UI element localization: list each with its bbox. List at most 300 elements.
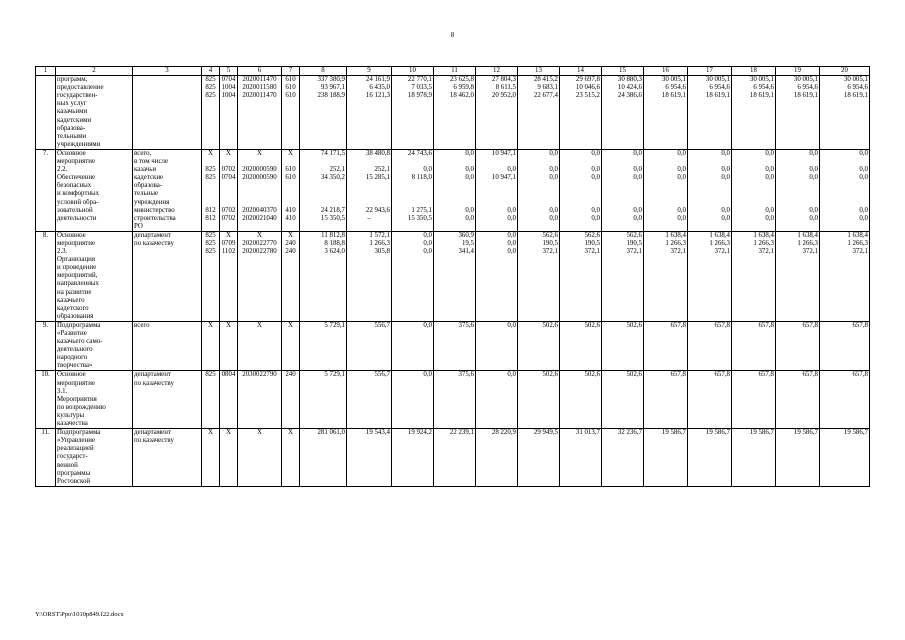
grbs-code-cell xyxy=(202,125,220,133)
year-amount-cell: 32 236,7 xyxy=(602,429,644,438)
year-amount-cell xyxy=(560,117,602,125)
year-amount-cell xyxy=(518,256,560,264)
year-amount-cell: 30 005,1 xyxy=(688,76,732,85)
year-amount-cell xyxy=(518,289,560,297)
grbs-code-cell xyxy=(202,297,220,305)
year-amount-cell xyxy=(820,289,870,297)
grbs-code-cell xyxy=(202,404,220,412)
table-row xyxy=(36,305,870,313)
year-amount-cell xyxy=(434,396,476,404)
year-amount-cell: 657,8 xyxy=(820,371,870,380)
year-amount-cell xyxy=(688,182,732,190)
year-amount-cell xyxy=(560,404,602,412)
year-amount-cell xyxy=(688,330,732,338)
program-name-cell: кадетского xyxy=(56,305,133,313)
total-amount-cell xyxy=(300,117,347,125)
year-amount-cell xyxy=(602,478,644,487)
year-amount-cell xyxy=(602,280,644,288)
executor-cell xyxy=(133,100,202,108)
table-row xyxy=(36,108,870,116)
section-code-cell xyxy=(220,470,238,478)
year-amount-cell: 375,6 xyxy=(434,371,476,380)
year-amount-cell: 372,1 xyxy=(820,248,870,256)
year-amount-cell: 562,6 xyxy=(560,231,602,240)
target-article-cell xyxy=(238,133,282,141)
year-amount-cell xyxy=(476,470,518,478)
year-amount-cell xyxy=(732,453,776,461)
year-amount-cell: 502,6 xyxy=(560,371,602,380)
item-number-cell xyxy=(36,462,56,470)
year-amount-cell: 0,0 xyxy=(518,166,560,174)
year-amount-cell: 0,0 xyxy=(688,215,732,223)
year-amount-cell xyxy=(688,125,732,133)
year-amount-cell xyxy=(602,420,644,429)
grbs-code-cell: 825 xyxy=(202,248,220,256)
section-code-cell: 1102 xyxy=(220,248,238,256)
year-amount-cell: 0,0 xyxy=(776,215,820,223)
grbs-code-cell: 812 xyxy=(202,207,220,215)
table-row xyxy=(36,289,870,297)
section-code-cell: 0709 xyxy=(220,240,238,248)
item-number-cell xyxy=(36,182,56,190)
total-amount-cell xyxy=(300,125,347,133)
grbs-code-cell xyxy=(202,330,220,338)
year-amount-cell xyxy=(347,462,392,470)
executor-cell xyxy=(133,445,202,453)
program-name-cell: государствен- xyxy=(56,92,133,100)
year-amount-cell xyxy=(688,313,732,322)
column-number: 16 xyxy=(644,67,688,76)
year-amount-cell: 657,8 xyxy=(732,371,776,380)
program-name-cell: зовательной xyxy=(56,207,133,215)
year-amount-cell xyxy=(644,182,688,190)
year-amount-cell xyxy=(820,199,870,207)
grbs-code-cell: 825 xyxy=(202,166,220,174)
year-amount-cell: 20 952,0 xyxy=(476,92,518,100)
year-amount-cell xyxy=(434,100,476,108)
expense-type-cell xyxy=(282,396,300,404)
target-article-cell: 2020000590 xyxy=(238,166,282,174)
year-amount-cell: 0,0 xyxy=(476,231,518,240)
executor-cell: строительства xyxy=(133,215,202,223)
year-amount-cell xyxy=(347,437,392,445)
executor-cell xyxy=(133,404,202,412)
total-amount-cell xyxy=(300,297,347,305)
item-number-cell xyxy=(36,223,56,232)
year-amount-cell xyxy=(392,190,434,198)
section-code-cell: 0804 xyxy=(220,371,238,380)
year-amount-cell xyxy=(820,346,870,354)
year-amount-cell xyxy=(732,362,776,371)
target-article-cell xyxy=(238,199,282,207)
section-code-cell xyxy=(220,462,238,470)
year-amount-cell xyxy=(476,404,518,412)
year-amount-cell: 0,0 xyxy=(560,149,602,158)
year-amount-cell xyxy=(602,354,644,362)
year-amount-cell xyxy=(560,141,602,150)
program-name-cell: деятельности xyxy=(56,215,133,223)
section-code-cell: 0704 xyxy=(220,174,238,182)
executor-cell: по казачеству xyxy=(133,437,202,445)
year-amount-cell xyxy=(688,478,732,487)
column-number: 19 xyxy=(776,67,820,76)
year-amount-cell xyxy=(560,453,602,461)
total-amount-cell: 24 218,7 xyxy=(300,207,347,215)
year-amount-cell xyxy=(820,182,870,190)
year-amount-cell xyxy=(434,330,476,338)
section-code-cell xyxy=(220,141,238,150)
year-amount-cell xyxy=(476,453,518,461)
year-amount-cell xyxy=(644,297,688,305)
year-amount-cell xyxy=(560,420,602,429)
section-code-cell xyxy=(220,297,238,305)
year-amount-cell: 0,0 xyxy=(476,371,518,380)
column-number: 6 xyxy=(238,67,282,76)
year-amount-cell xyxy=(347,412,392,420)
year-amount-cell xyxy=(560,354,602,362)
year-amount-cell xyxy=(392,100,434,108)
year-amount-cell xyxy=(776,125,820,133)
column-number: 5 xyxy=(220,67,238,76)
table-row xyxy=(36,371,870,380)
year-amount-cell xyxy=(644,445,688,453)
year-amount-cell: 0,0 xyxy=(392,371,434,380)
expense-type-cell xyxy=(282,108,300,116)
item-number-cell xyxy=(36,174,56,182)
expense-type-cell xyxy=(282,264,300,272)
year-amount-cell xyxy=(476,362,518,371)
item-number-cell: 8. xyxy=(36,231,56,240)
year-amount-cell xyxy=(776,280,820,288)
grbs-code-cell xyxy=(202,338,220,346)
target-article-cell xyxy=(238,453,282,461)
year-amount-cell xyxy=(732,388,776,396)
year-amount-cell xyxy=(776,117,820,125)
year-amount-cell xyxy=(347,280,392,288)
target-article-cell xyxy=(238,305,282,313)
total-amount-cell: 11 812,8 xyxy=(300,231,347,240)
year-amount-cell xyxy=(602,396,644,404)
year-amount-cell xyxy=(732,108,776,116)
year-amount-cell xyxy=(644,280,688,288)
year-amount-cell xyxy=(820,445,870,453)
year-amount-cell xyxy=(476,396,518,404)
year-amount-cell: 6 954,6 xyxy=(732,84,776,92)
year-amount-cell xyxy=(820,404,870,412)
year-amount-cell: 18 619,1 xyxy=(776,92,820,100)
year-amount-cell: 0,0 xyxy=(820,207,870,215)
total-amount-cell xyxy=(300,420,347,429)
year-amount-cell xyxy=(820,388,870,396)
year-amount-cell: 1 275,1 xyxy=(392,207,434,215)
executor-cell xyxy=(133,108,202,116)
year-amount-cell xyxy=(602,462,644,470)
year-amount-cell xyxy=(392,313,434,322)
year-amount-cell: 375,6 xyxy=(434,321,476,330)
year-amount-cell xyxy=(392,108,434,116)
executor-cell xyxy=(133,133,202,141)
year-amount-cell xyxy=(644,199,688,207)
year-amount-cell xyxy=(560,256,602,264)
section-code-cell: 0702 xyxy=(220,166,238,174)
section-code-cell xyxy=(220,272,238,280)
target-article-cell xyxy=(238,412,282,420)
year-amount-cell xyxy=(518,362,560,371)
year-amount-cell xyxy=(776,264,820,272)
table-row xyxy=(36,420,870,429)
total-amount-cell xyxy=(300,133,347,141)
year-amount-cell xyxy=(518,264,560,272)
year-amount-cell xyxy=(820,125,870,133)
executor-cell xyxy=(133,362,202,371)
year-amount-cell xyxy=(644,158,688,166)
year-amount-cell xyxy=(688,404,732,412)
year-amount-cell: 24 743,6 xyxy=(392,149,434,158)
year-amount-cell xyxy=(776,158,820,166)
year-amount-cell: 0,0 xyxy=(644,149,688,158)
expense-type-cell: 240 xyxy=(282,371,300,380)
column-number: 11 xyxy=(434,67,476,76)
year-amount-cell xyxy=(476,272,518,280)
year-amount-cell xyxy=(820,362,870,371)
year-amount-cell xyxy=(476,338,518,346)
year-amount-cell xyxy=(732,264,776,272)
year-amount-cell xyxy=(776,470,820,478)
item-number-cell xyxy=(36,380,56,388)
expense-type-cell xyxy=(282,453,300,461)
year-amount-cell xyxy=(518,478,560,487)
table-row xyxy=(36,453,870,461)
year-amount-cell xyxy=(347,420,392,429)
program-name-cell: мероприятие xyxy=(56,158,133,166)
table-row xyxy=(36,174,870,182)
year-amount-cell xyxy=(688,445,732,453)
year-amount-cell xyxy=(434,313,476,322)
executor-cell: департамент xyxy=(133,429,202,438)
total-amount-cell xyxy=(300,346,347,354)
year-amount-cell xyxy=(560,388,602,396)
year-amount-cell xyxy=(476,346,518,354)
year-amount-cell: 1 266,3 xyxy=(347,240,392,248)
year-amount-cell xyxy=(476,199,518,207)
year-amount-cell xyxy=(644,223,688,232)
table-row xyxy=(36,321,870,330)
year-amount-cell xyxy=(732,478,776,487)
year-amount-cell xyxy=(392,437,434,445)
table-row xyxy=(36,338,870,346)
table-row xyxy=(36,272,870,280)
grbs-code-cell xyxy=(202,182,220,190)
year-amount-cell xyxy=(518,453,560,461)
year-amount-cell xyxy=(644,125,688,133)
year-amount-cell: 0,0 xyxy=(602,174,644,182)
item-number-cell xyxy=(36,412,56,420)
grbs-code-cell: 825 xyxy=(202,174,220,182)
year-amount-cell xyxy=(732,223,776,232)
year-amount-cell xyxy=(518,396,560,404)
year-amount-cell: 360,9 xyxy=(434,231,476,240)
executor-cell xyxy=(133,330,202,338)
year-amount-cell xyxy=(518,470,560,478)
target-article-cell xyxy=(238,396,282,404)
executor-cell xyxy=(133,76,202,85)
year-amount-cell: 372,1 xyxy=(560,248,602,256)
year-amount-cell xyxy=(776,330,820,338)
table-row xyxy=(36,199,870,207)
year-amount-cell: 30 005,1 xyxy=(776,76,820,85)
total-amount-cell xyxy=(300,396,347,404)
table-row xyxy=(36,478,870,487)
year-amount-cell xyxy=(644,305,688,313)
year-amount-cell xyxy=(602,100,644,108)
year-amount-cell: 23 625,8 xyxy=(434,76,476,85)
year-amount-cell xyxy=(560,108,602,116)
year-amount-cell: 502,6 xyxy=(518,371,560,380)
program-name-cell: казачьими xyxy=(56,108,133,116)
section-code-cell: Х xyxy=(220,231,238,240)
expense-type-cell: 610 xyxy=(282,92,300,100)
section-code-cell xyxy=(220,125,238,133)
year-amount-cell: 24 161,9 xyxy=(347,76,392,85)
year-amount-cell xyxy=(560,346,602,354)
total-amount-cell xyxy=(300,141,347,150)
section-code-cell xyxy=(220,437,238,445)
expense-type-cell xyxy=(282,380,300,388)
executor-cell xyxy=(133,396,202,404)
grbs-code-cell xyxy=(202,412,220,420)
year-amount-cell xyxy=(347,313,392,322)
executor-cell: образова- xyxy=(133,182,202,190)
year-amount-cell xyxy=(732,199,776,207)
year-amount-cell xyxy=(560,445,602,453)
program-name-cell: Подпрограмма xyxy=(56,429,133,438)
item-number-cell xyxy=(36,313,56,322)
year-amount-cell: 0,0 xyxy=(434,215,476,223)
year-amount-cell xyxy=(732,445,776,453)
year-amount-cell: 0,0 xyxy=(602,207,644,215)
expense-type-cell xyxy=(282,313,300,322)
section-code-cell xyxy=(220,223,238,232)
item-number-cell xyxy=(36,346,56,354)
year-amount-cell xyxy=(732,190,776,198)
year-amount-cell xyxy=(560,100,602,108)
total-amount-cell: 5 729,1 xyxy=(300,371,347,380)
year-amount-cell xyxy=(560,305,602,313)
year-amount-cell: 657,8 xyxy=(644,321,688,330)
grbs-code-cell xyxy=(202,199,220,207)
year-amount-cell xyxy=(644,470,688,478)
year-amount-cell xyxy=(434,354,476,362)
year-amount-cell xyxy=(434,280,476,288)
year-amount-cell: 0,0 xyxy=(434,174,476,182)
table-row xyxy=(36,404,870,412)
year-amount-cell xyxy=(602,199,644,207)
year-amount-cell xyxy=(392,117,434,125)
year-amount-cell xyxy=(476,313,518,322)
executor-cell xyxy=(133,388,202,396)
year-amount-cell xyxy=(347,470,392,478)
year-amount-cell xyxy=(347,362,392,371)
year-amount-cell xyxy=(776,388,820,396)
year-amount-cell xyxy=(434,190,476,198)
year-amount-cell xyxy=(776,478,820,487)
year-amount-cell xyxy=(688,256,732,264)
year-amount-cell: 8 118,0 xyxy=(392,174,434,182)
year-amount-cell xyxy=(644,256,688,264)
year-amount-cell xyxy=(776,272,820,280)
grbs-code-cell xyxy=(202,280,220,288)
total-amount-cell xyxy=(300,108,347,116)
year-amount-cell xyxy=(602,346,644,354)
section-code-cell xyxy=(220,338,238,346)
item-number-cell xyxy=(36,84,56,92)
grbs-code-cell xyxy=(202,470,220,478)
year-amount-cell: 18 619,1 xyxy=(688,92,732,100)
year-amount-cell xyxy=(602,289,644,297)
year-amount-cell xyxy=(518,133,560,141)
year-amount-cell xyxy=(732,256,776,264)
table-row xyxy=(36,141,870,150)
table-row xyxy=(36,330,870,338)
year-amount-cell xyxy=(644,141,688,150)
table-row xyxy=(36,362,870,371)
year-amount-cell xyxy=(434,445,476,453)
executor-cell xyxy=(133,264,202,272)
item-number-cell xyxy=(36,437,56,445)
year-amount-cell: 657,8 xyxy=(732,321,776,330)
file-path-footer: Y:\ORST\Ppo\1010p849.f22.docx xyxy=(35,611,124,618)
total-amount-cell xyxy=(300,445,347,453)
year-amount-cell xyxy=(434,289,476,297)
year-amount-cell: 0,0 xyxy=(518,215,560,223)
year-amount-cell: 0,0 xyxy=(644,166,688,174)
year-amount-cell: 19 586,7 xyxy=(820,429,870,438)
item-number-cell xyxy=(36,248,56,256)
total-amount-cell xyxy=(300,182,347,190)
year-amount-cell: 0,0 xyxy=(434,149,476,158)
year-amount-cell: 0,0 xyxy=(776,207,820,215)
year-amount-cell: 1 266,3 xyxy=(688,240,732,248)
year-amount-cell xyxy=(476,289,518,297)
total-amount-cell xyxy=(300,190,347,198)
executor-cell: казачьи xyxy=(133,166,202,174)
total-amount-cell: 252,1 xyxy=(300,166,347,174)
column-number: 4 xyxy=(202,67,220,76)
grbs-code-cell xyxy=(202,141,220,150)
executor-cell: всего xyxy=(133,321,202,330)
year-amount-cell xyxy=(518,223,560,232)
year-amount-cell xyxy=(688,462,732,470)
expense-type-cell: 410 xyxy=(282,207,300,215)
expense-type-cell xyxy=(282,280,300,288)
table-row xyxy=(36,223,870,232)
year-amount-cell xyxy=(476,305,518,313)
year-amount-cell: 30 005,1 xyxy=(732,76,776,85)
year-amount-cell xyxy=(732,346,776,354)
year-amount-cell xyxy=(560,190,602,198)
year-amount-cell xyxy=(518,100,560,108)
section-code-cell: Х xyxy=(220,321,238,330)
total-amount-cell xyxy=(300,264,347,272)
program-name-cell: по возрождению xyxy=(56,404,133,412)
year-amount-cell xyxy=(518,272,560,280)
year-amount-cell xyxy=(434,420,476,429)
year-amount-cell xyxy=(347,346,392,354)
year-amount-cell xyxy=(392,354,434,362)
year-amount-cell xyxy=(476,158,518,166)
section-code-cell xyxy=(220,362,238,371)
year-amount-cell xyxy=(347,338,392,346)
